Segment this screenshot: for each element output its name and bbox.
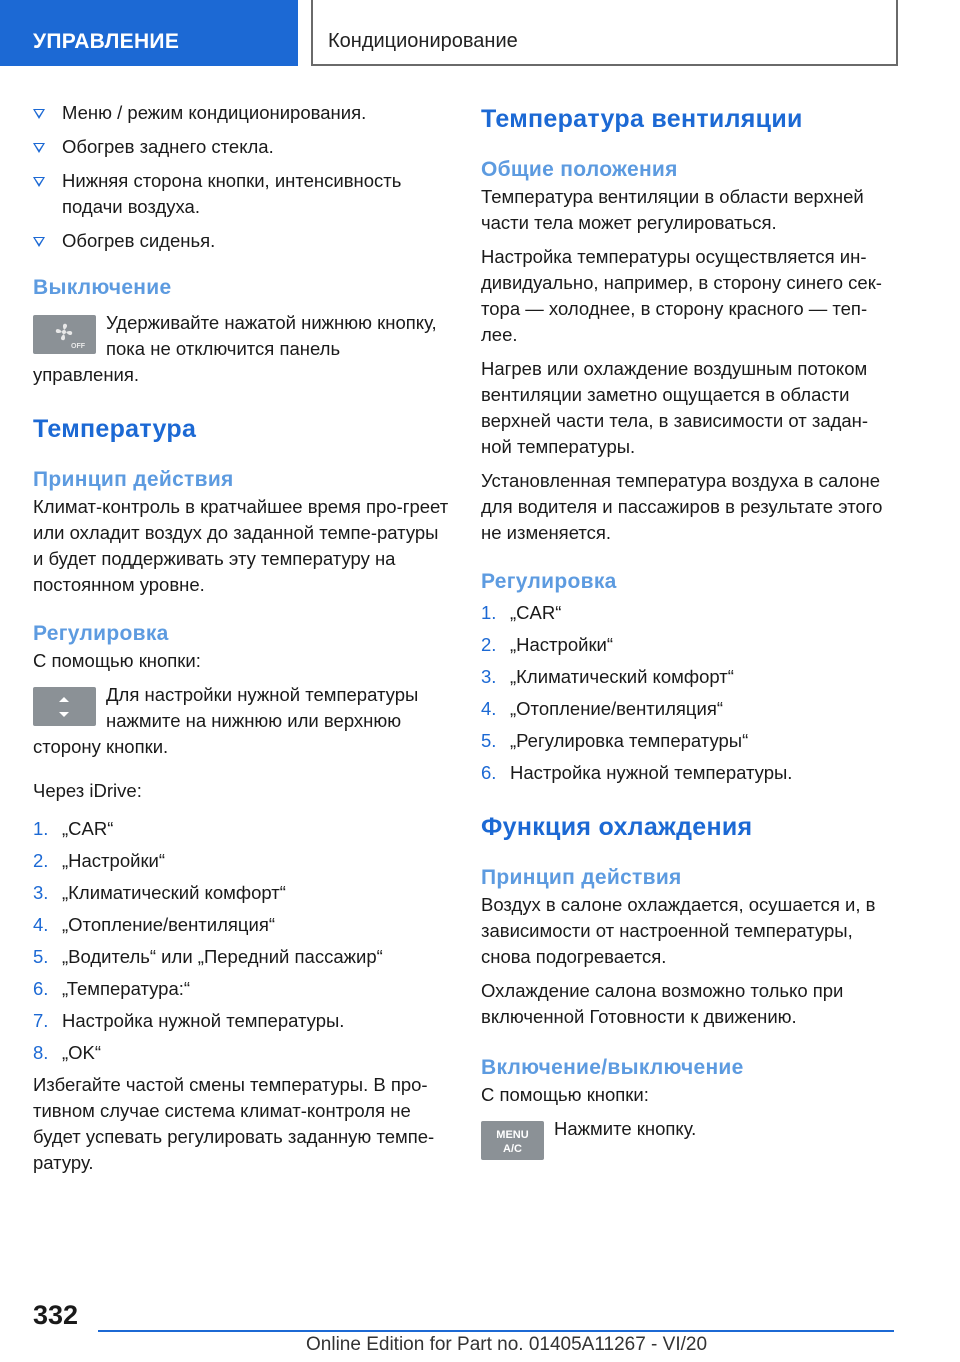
cool-p1: Воздух в салоне охлаждается, осушается и, в зависимости от настроенной температуры, снова подогревается. <box>481 894 876 967</box>
idrive-steps <box>33 816 449 1066</box>
general-heading: Общие положения <box>481 158 678 181</box>
general-p1: Температура вентиляции в области верхней части тела может регулироваться. <box>481 186 864 233</box>
footer-edition: Online Edition for Part no. 01405A11267 - VI/20 <box>306 1334 708 1355</box>
cool-p2: Охлаждение салона возможно только при включенной Готовности к движению. <box>481 980 844 1027</box>
adjust-intro: С помощью кнопки: <box>33 650 201 671</box>
bullet-item: Нижняя сторона кнопки, интенсивность подачи воздуха. <box>33 168 449 220</box>
svg-text:A/C: A/C <box>503 1143 522 1155</box>
warning-text: Избегайте частой смены температуры. В про-тивном случае система климат-контроля не будет успевать регулировать заданную темпе-ратуру. <box>33 1074 435 1173</box>
list-item: 4. „Отопление/вентиляция“ <box>481 698 724 719</box>
updown-button-block <box>33 682 449 760</box>
general-p4: Установленная температура воздуха в салоне для водителя и пассажиров в результате этого не изменяется. <box>481 470 883 543</box>
list-item: 3. „Климатический комфорт“ <box>481 666 734 687</box>
list-item: 2. „Настройки“ <box>33 850 166 871</box>
list-item: 7. Настройка нужной температуры. <box>33 1010 345 1031</box>
off-button-block <box>33 310 449 388</box>
list-item: 8. „OK“ <box>33 1042 102 1063</box>
onoff-intro: С помощью кнопки: <box>481 1084 649 1105</box>
onoff-text: Нажмите кнопку. <box>554 1118 697 1139</box>
list-item: 3. „Климатический комфорт“ <box>33 882 286 903</box>
chapter-title: Кондиционирование <box>328 30 518 52</box>
triangle-bullet-icon <box>33 109 45 119</box>
list-item: 1. „CAR“ <box>33 818 114 839</box>
general-p2: Настройка температуры осуществляется ин-дивидуально, например, в сторону синего сек-тора — холоднее, в сторону красного — теп-лее. <box>481 246 882 345</box>
section-title: УПРАВЛЕНИЕ <box>33 30 180 53</box>
footer-divider <box>98 1330 894 1332</box>
onoff-heading: Включение/выключение <box>481 1056 744 1079</box>
idrive-intro: Через iDrive: <box>33 780 142 801</box>
right-adjust-heading: Регулировка <box>481 570 617 593</box>
menu-ac-button-block <box>481 1116 897 1168</box>
list-item: 6. Настройка нужной температуры. <box>481 762 793 783</box>
menu-ac-button-icon <box>481 1121 544 1160</box>
off-text: Удерживайте нажатой нижнюю кнопку, пока не отключится панель управления. <box>33 312 437 385</box>
list-item: 6. „Температура:“ <box>33 978 191 999</box>
bullet-item: Обогрев сиденья. <box>33 228 449 254</box>
fan-icon <box>33 315 96 354</box>
fan-off-button-icon <box>33 315 96 354</box>
vent-steps <box>481 600 897 786</box>
svg-text:OFF: OFF <box>71 343 85 350</box>
list-item: 1. „CAR“ <box>481 602 562 623</box>
vent-temp-heading: Температура вентиляции <box>481 105 803 133</box>
triangle-bullet-icon <box>33 237 45 247</box>
right-column <box>481 100 897 1168</box>
page-number: 332 <box>33 1300 79 1330</box>
chevron-up-icon <box>59 697 69 702</box>
triangle-bullet-icon <box>33 177 45 187</box>
list-item: 4. „Отопление/вентиляция“ <box>33 914 276 935</box>
principle-heading: Принцип действия <box>33 468 234 491</box>
chevron-down-icon <box>59 712 69 717</box>
bullet-item: Обогрев заднего стекла. <box>33 134 449 160</box>
general-p3: Нагрев или охлаждение воздушным потоком вентиляции заметно ощущается в области верхней части тела, в зависимости от задан-ной температуры. <box>481 358 869 457</box>
section-tab <box>0 0 298 66</box>
adjust-button-text: Для настройки нужной температуры нажмите на нижнюю или верхнюю сторону кнопки. <box>33 684 419 757</box>
chapter-tab <box>311 0 898 66</box>
cooling-heading: Функция охлаждения <box>481 813 753 841</box>
triangle-bullet-icon <box>33 143 45 153</box>
left-column <box>33 100 449 1184</box>
off-heading: Выключение <box>33 276 172 299</box>
adjust-heading: Регулировка <box>33 622 169 645</box>
list-item: 5. „Водитель“ или „Передний пассажир“ <box>33 946 383 967</box>
temperature-heading: Температура <box>33 415 197 443</box>
cool-principle-heading: Принцип действия <box>481 866 682 889</box>
svg-text:MENU: MENU <box>496 1129 529 1141</box>
principle-text: Климат-контроль в кратчайшее время про-греет или охладит воздух до заданной темпе-ратуры и будет поддерживать эту температуру на постоянном уровне. <box>33 496 449 595</box>
bullet-item: Меню / режим кондиционирования. <box>33 100 449 126</box>
list-item: 5. „Регулировка температуры“ <box>481 730 749 751</box>
list-item: 2. „Настройки“ <box>481 634 614 655</box>
up-down-button-icon <box>33 687 96 726</box>
